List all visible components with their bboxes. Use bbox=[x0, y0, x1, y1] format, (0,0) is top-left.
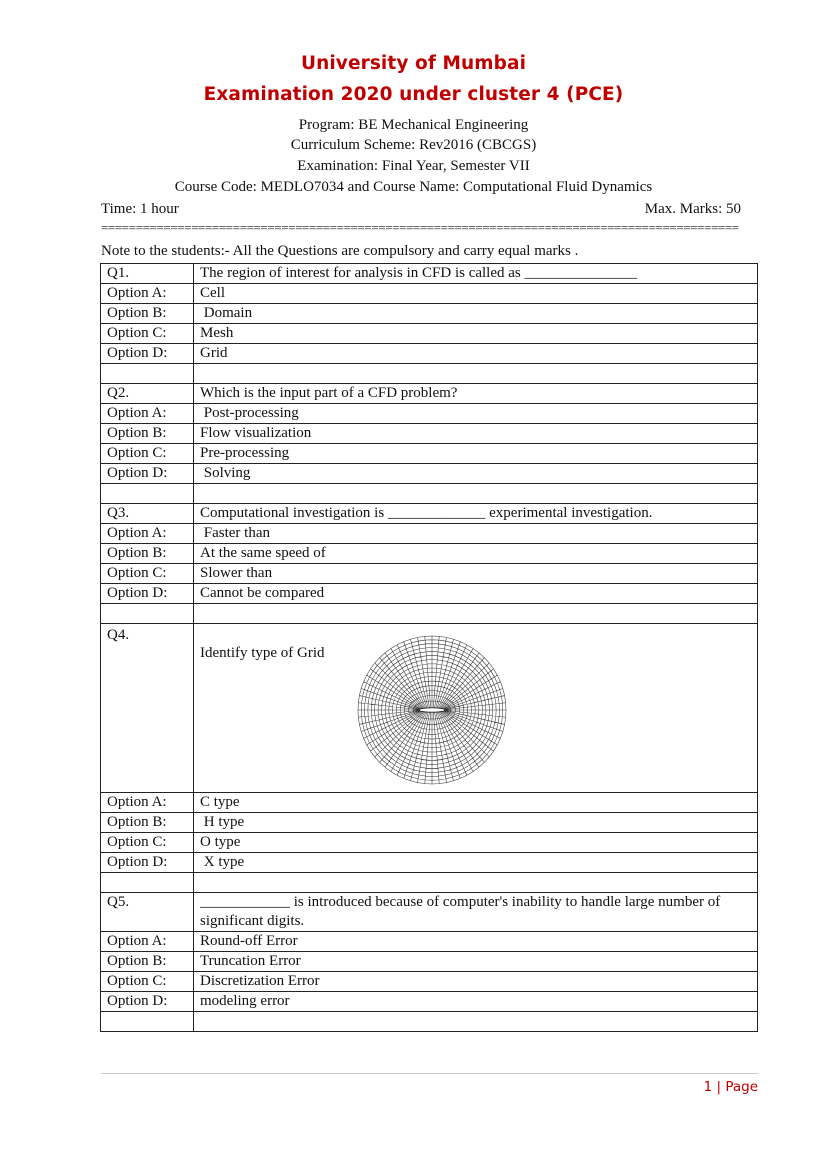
question-label: Q1. bbox=[101, 264, 194, 284]
option-text: H type bbox=[194, 813, 758, 833]
option-label: Option A: bbox=[101, 793, 194, 813]
option-text: At the same speed of bbox=[194, 544, 758, 564]
option-label: Option B: bbox=[101, 813, 194, 833]
option-row bbox=[101, 524, 758, 544]
option-row bbox=[101, 793, 758, 813]
option-row bbox=[101, 992, 758, 1012]
option-label: Option D: bbox=[101, 584, 194, 604]
time-label: Time: 1 hour bbox=[101, 201, 179, 217]
option-row bbox=[101, 932, 758, 952]
option-text: Slower than bbox=[194, 564, 758, 584]
spacer-row bbox=[101, 604, 758, 624]
spacer-cell bbox=[101, 1012, 194, 1032]
option-label: Option D: bbox=[101, 344, 194, 364]
option-text: X type bbox=[194, 853, 758, 873]
option-text: Solving bbox=[194, 464, 758, 484]
question-label: Q3. bbox=[101, 504, 194, 524]
option-row bbox=[101, 324, 758, 344]
question-label: Q2. bbox=[101, 384, 194, 404]
option-row bbox=[101, 424, 758, 444]
option-text: Faster than bbox=[194, 524, 758, 544]
option-text: Round-off Error bbox=[194, 932, 758, 952]
spacer-cell bbox=[194, 364, 758, 384]
question-text: Identify type of Grid bbox=[200, 645, 325, 661]
option-text: Pre-processing bbox=[194, 444, 758, 464]
question-row bbox=[101, 624, 758, 793]
spacer-row bbox=[101, 1012, 758, 1032]
questions-table bbox=[100, 263, 758, 1032]
question-row bbox=[101, 504, 758, 524]
spacer-cell bbox=[194, 604, 758, 624]
spacer-cell bbox=[101, 604, 194, 624]
option-label: Option A: bbox=[101, 404, 194, 424]
option-row bbox=[101, 544, 758, 564]
option-text: C type bbox=[194, 793, 758, 813]
option-label: Option D: bbox=[101, 464, 194, 484]
exam-title: Examination 2020 under cluster 4 (PCE) bbox=[203, 84, 624, 105]
page-number: 1 | Page bbox=[703, 1079, 758, 1095]
spacer-cell bbox=[194, 873, 758, 893]
option-text: Cannot be compared bbox=[194, 584, 758, 604]
option-text: Post-processing bbox=[194, 404, 758, 424]
option-row bbox=[101, 972, 758, 992]
option-row bbox=[101, 952, 758, 972]
option-row bbox=[101, 833, 758, 853]
option-label: Option B: bbox=[101, 424, 194, 444]
course-line: Course Code: MEDLO7034 and Course Name: Computational Fluid Dynamics bbox=[174, 179, 653, 195]
option-row bbox=[101, 304, 758, 324]
option-row bbox=[101, 584, 758, 604]
separator-line: ============================================================================================ bbox=[101, 222, 739, 234]
option-text: O type bbox=[194, 833, 758, 853]
spacer-cell bbox=[101, 484, 194, 504]
airfoil-body bbox=[419, 708, 445, 712]
option-label: Option C: bbox=[101, 444, 194, 464]
option-row bbox=[101, 444, 758, 464]
option-label: Option B: bbox=[101, 304, 194, 324]
option-row bbox=[101, 284, 758, 304]
o-grid-image bbox=[356, 634, 508, 786]
option-text: Discretization Error bbox=[194, 972, 758, 992]
spacer-row bbox=[101, 364, 758, 384]
spacer-cell bbox=[194, 1012, 758, 1032]
spacer-row bbox=[101, 484, 758, 504]
option-label: Option C: bbox=[101, 324, 194, 344]
option-label: Option C: bbox=[101, 833, 194, 853]
spacer-cell bbox=[194, 484, 758, 504]
option-row bbox=[101, 853, 758, 873]
page-footer bbox=[101, 1073, 758, 1104]
question-text: Which is the input part of a CFD problem? bbox=[194, 384, 758, 404]
question-text: ____________ is introduced because of computer's inability to handle large number of significant digits. bbox=[194, 893, 758, 932]
option-row bbox=[101, 813, 758, 833]
option-text: Mesh bbox=[194, 324, 758, 344]
question-label: Q4. bbox=[101, 624, 194, 793]
option-label: Option C: bbox=[101, 972, 194, 992]
option-label: Option D: bbox=[101, 853, 194, 873]
option-text: Flow visualization bbox=[194, 424, 758, 444]
program-line: Program: BE Mechanical Engineering bbox=[298, 117, 529, 133]
option-label: Option A: bbox=[101, 284, 194, 304]
option-label: Option B: bbox=[101, 952, 194, 972]
option-text: modeling error bbox=[194, 992, 758, 1012]
option-label: Option A: bbox=[101, 932, 194, 952]
time-marks-row bbox=[101, 201, 741, 218]
question-text: The region of interest for analysis in CFD is called as _______________ bbox=[194, 264, 758, 284]
university-title: University of Mumbai bbox=[300, 53, 527, 74]
option-label: Option B: bbox=[101, 544, 194, 564]
spacer-row bbox=[101, 873, 758, 893]
option-text: Truncation Error bbox=[194, 952, 758, 972]
student-note: Note to the students:- All the Questions are compulsory and carry equal marks . bbox=[101, 243, 579, 259]
scheme-line: Curriculum Scheme: Rev2016 (CBCGS) bbox=[290, 137, 537, 153]
question-label: Q5. bbox=[101, 893, 194, 932]
option-text: Domain bbox=[194, 304, 758, 324]
option-label: Option A: bbox=[101, 524, 194, 544]
spacer-cell bbox=[101, 364, 194, 384]
option-row bbox=[101, 464, 758, 484]
option-label: Option D: bbox=[101, 992, 194, 1012]
option-label: Option C: bbox=[101, 564, 194, 584]
question-row bbox=[101, 893, 758, 932]
question-row bbox=[101, 264, 758, 284]
examination-line: Examination: Final Year, Semester VII bbox=[297, 158, 530, 174]
spacer-cell bbox=[101, 873, 194, 893]
option-row bbox=[101, 564, 758, 584]
question-row bbox=[101, 384, 758, 404]
option-text: Grid bbox=[194, 344, 758, 364]
question-text: Computational investigation is _____________ experimental investigation. bbox=[194, 504, 758, 524]
option-row bbox=[101, 404, 758, 424]
option-row bbox=[101, 344, 758, 364]
question-cell bbox=[194, 624, 758, 793]
max-marks-label: Max. Marks: 50 bbox=[644, 201, 741, 217]
option-text: Cell bbox=[194, 284, 758, 304]
